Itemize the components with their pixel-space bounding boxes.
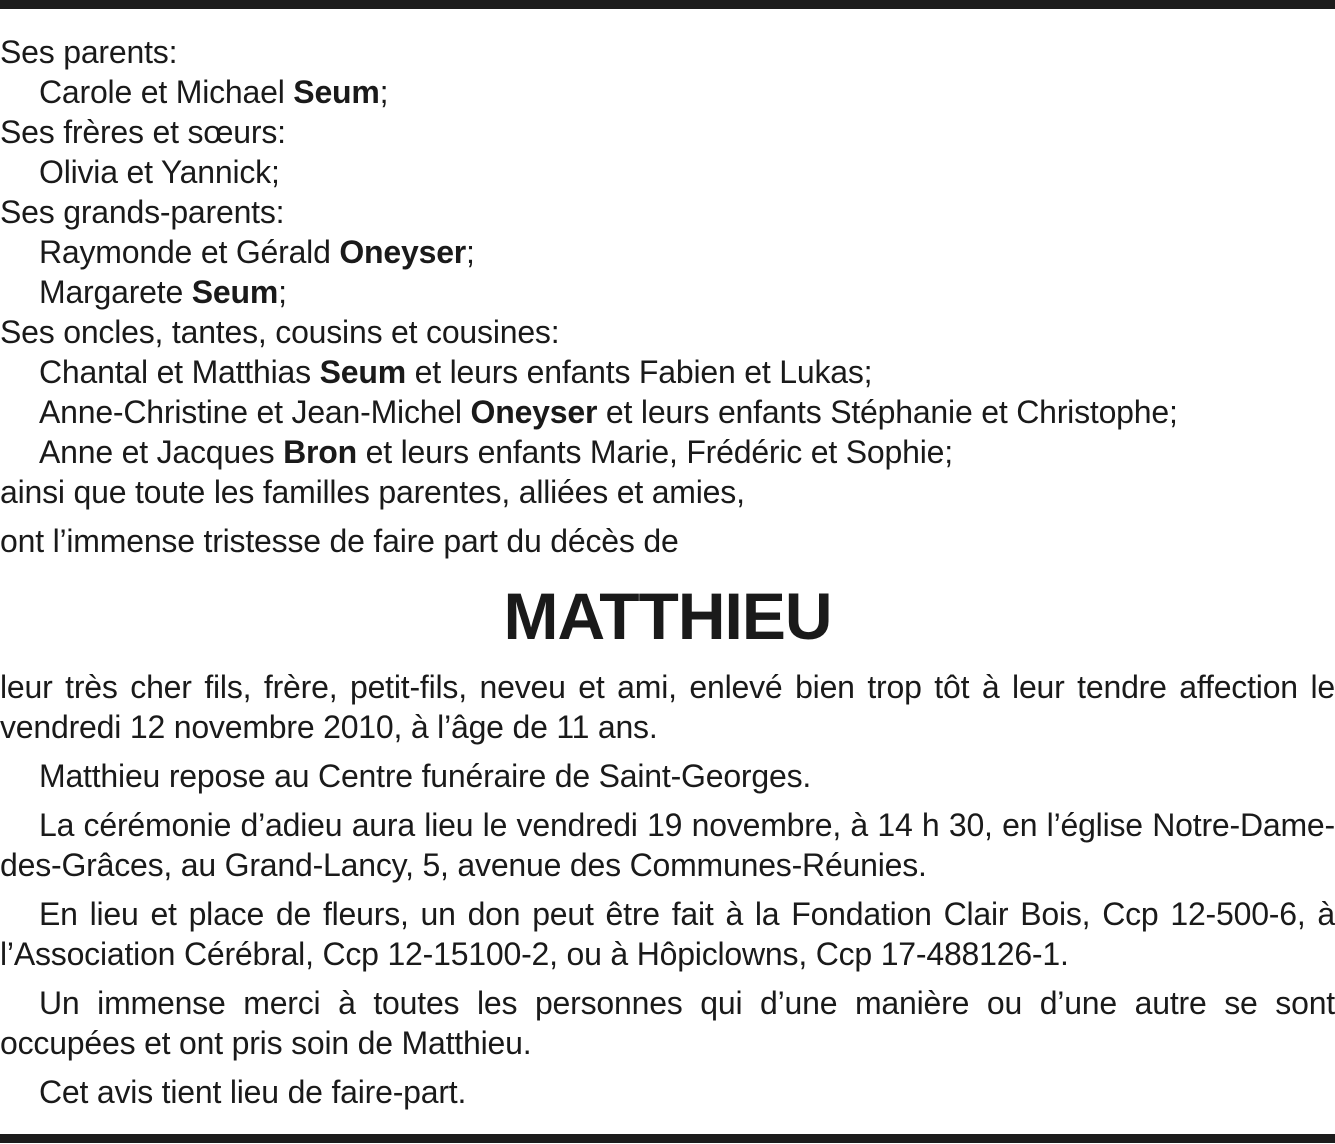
- notice-paragraph: Cet avis tient lieu de faire-part.: [39, 1074, 467, 1110]
- parents-heading: Ses parents:: [0, 34, 178, 70]
- relatives-names: Anne et Jacques: [39, 434, 284, 470]
- grandparents-suffix: ;: [278, 274, 287, 310]
- announcement-intro: ont l’immense tristesse de faire part du décès de: [0, 523, 679, 559]
- siblings-line: Olivia et Yannick;: [39, 154, 280, 190]
- relatives-line: [0, 352, 1335, 392]
- relatives-children: et leurs enfants Marie, Frédéric et Sophie;: [356, 434, 953, 470]
- parents-surname: Seum: [293, 74, 380, 110]
- grandparents-line: [0, 272, 1335, 312]
- families-closing-line: ainsi que toute les familles parentes, alliées et amies,: [0, 474, 745, 510]
- parents-names: Carole et Michael: [39, 74, 294, 110]
- grandparents-names: Margarete: [39, 274, 192, 310]
- relatives-children: et leurs enfants Fabien et Lukas;: [405, 354, 873, 390]
- grandparents-surname: Oneyser: [339, 234, 467, 270]
- decedent-name: MATTHIEU: [503, 579, 832, 653]
- siblings-heading: Ses frères et sœurs:: [0, 114, 286, 150]
- relatives-surname: Bron: [283, 434, 357, 470]
- grandparents-suffix: ;: [466, 234, 475, 270]
- relatives-line: [0, 432, 1335, 472]
- obituary-notice: [0, 32, 1335, 1112]
- relatives-children: et leurs enfants Stéphanie et Christophe;: [597, 394, 1178, 430]
- relatives-heading: Ses oncles, tantes, cousins et cousines:: [0, 314, 560, 350]
- top-rule: [0, 0, 1335, 9]
- repose-paragraph: Matthieu repose au Centre funéraire de Saint-Georges.: [39, 758, 812, 794]
- grandparents-heading: Ses grands-parents:: [0, 194, 285, 230]
- donations-paragraph: En lieu et place de fleurs, un don peut être fait à la Fondation Clair Bois, Ccp 12-500-6, à l’Association Cérébral, Ccp 12-15100-2, ou à Hôpiclowns, Ccp 17-488126-1.: [0, 896, 1335, 972]
- relatives-surname: Seum: [319, 354, 406, 390]
- relatives-line: [0, 392, 1335, 432]
- grandparents-line: [0, 232, 1335, 272]
- relatives-names: Chantal et Matthias: [39, 354, 320, 390]
- bottom-rule: [0, 1134, 1335, 1143]
- ceremony-paragraph: La cérémonie d’adieu aura lieu le vendredi 19 novembre, à 14 h 30, en l’église Notre-Dame-des-Grâces, au Grand-Lancy, 5, avenue des Communes-Réunies.: [0, 807, 1335, 883]
- grandparents-names: Raymonde et Gérald: [39, 234, 340, 270]
- parents-suffix: ;: [379, 74, 389, 110]
- relatives-surname: Oneyser: [470, 394, 598, 430]
- description-paragraph: leur très cher fils, frère, petit-fils, neveu et ami, enlevé bien trop tôt à leur tendre affection le vendredi 12 novembre 2010, à l’âge de 11 ans.: [0, 669, 1335, 745]
- relatives-names: Anne-Christine et Jean-Michel: [39, 394, 471, 430]
- thanks-paragraph: Un immense merci à toutes les personnes qui d’une manière ou d’une autre se sont occupées et ont pris soin de Matthieu.: [0, 985, 1335, 1061]
- parents-line: [0, 72, 1335, 112]
- grandparents-surname: Seum: [191, 274, 279, 310]
